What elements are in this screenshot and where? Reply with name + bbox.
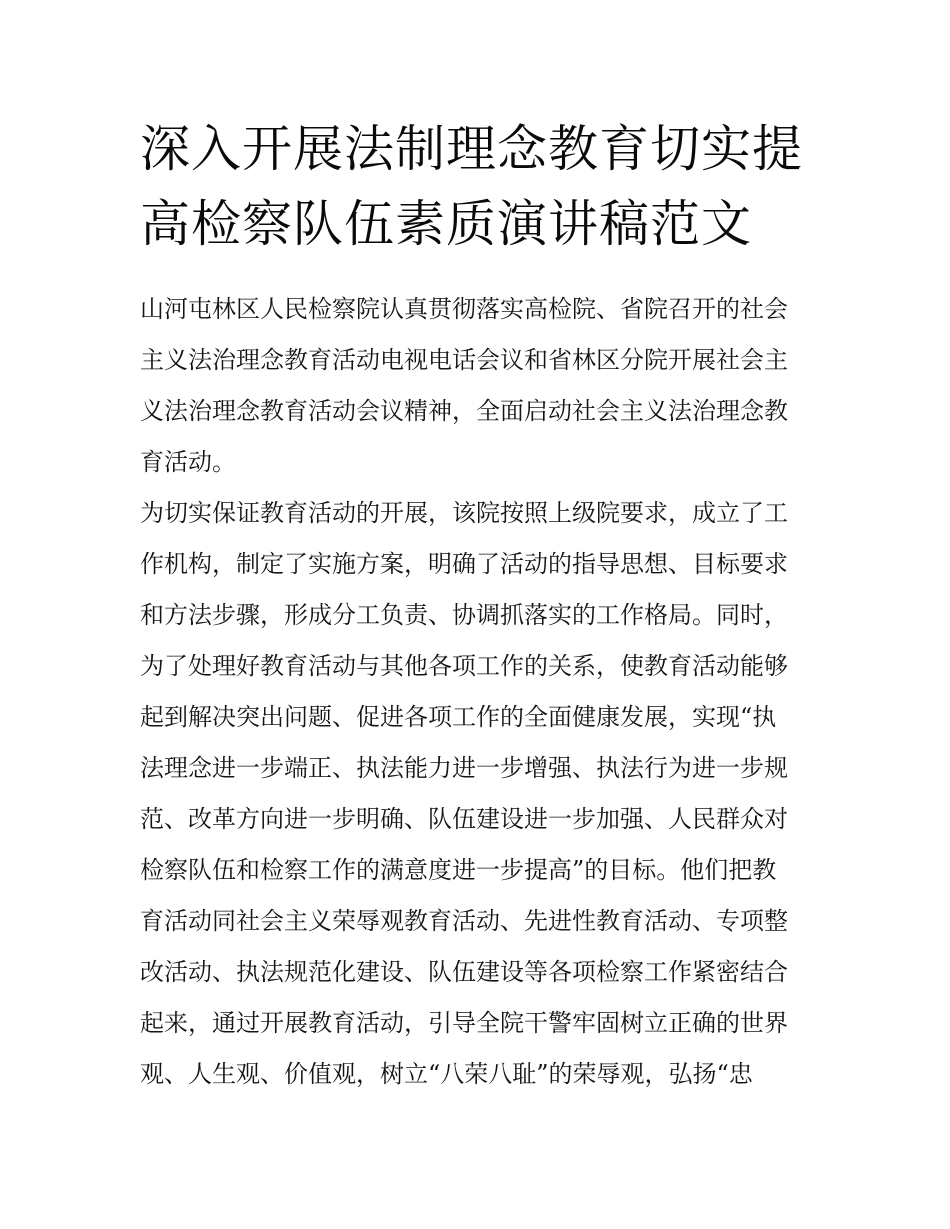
paragraph-line: 检察队伍和检察工作的满意度进一步提高”的目标。他们把教 xyxy=(140,856,777,884)
paragraph-1 xyxy=(140,284,812,488)
paragraph-line: 观、人生观、价值观，树立“八荣八耻”的荣辱观，弘扬“忠 xyxy=(140,1060,753,1088)
paragraph-line: 和方法步骤，形成分工负责、协调抓落实的工作格局。同时， xyxy=(140,601,788,629)
paragraph-line: 起到解决突出问题、促进各项工作的全面健康发展，实现“执 xyxy=(140,703,777,731)
document-content xyxy=(140,112,812,1100)
document-title xyxy=(140,112,812,262)
paragraph-line: 育活动。 xyxy=(140,448,236,476)
paragraph-line: 作机构，制定了实施方案，明确了活动的指导思想、目标要求 xyxy=(140,550,788,578)
paragraph-line: 范、改革方向进一步明确、队伍建设进一步加强、人民群众对 xyxy=(140,805,788,833)
title-line-1: 深入开展法制理念教育切实提 xyxy=(140,120,803,178)
paragraph-line: 育活动同社会主义荣辱观教育活动、先进性教育活动、专项整 xyxy=(140,907,788,935)
paragraph-line: 山河屯林区人民检察院认真贯彻落实高检院、省院召开的社会 xyxy=(140,295,788,323)
paragraph-line: 法理念进一步端正、执法能力进一步增强、执法行为进一步规 xyxy=(140,754,788,782)
document-body xyxy=(140,284,812,1100)
title-line-2: 高检察队伍素质演讲稿范文 xyxy=(140,195,752,253)
paragraph-line: 为了处理好教育活动与其他各项工作的关系，使教育活动能够 xyxy=(140,652,788,680)
paragraph-line: 改活动、执法规范化建设、队伍建设等各项检察工作紧密结合 xyxy=(140,958,788,986)
paragraph-2 xyxy=(140,488,812,1100)
paragraph-line: 为切实保证教育活动的开展，该院按照上级院要求，成立了工 xyxy=(140,499,788,527)
paragraph-line: 义法治理念教育活动会议精神，全面启动社会主义法治理念教 xyxy=(140,397,788,425)
paragraph-line: 起来，通过开展教育活动，引导全院干警牢固树立正确的世界 xyxy=(140,1009,788,1037)
paragraph-line: 主义法治理念教育活动电视电话会议和省林区分院开展社会主 xyxy=(140,346,788,374)
